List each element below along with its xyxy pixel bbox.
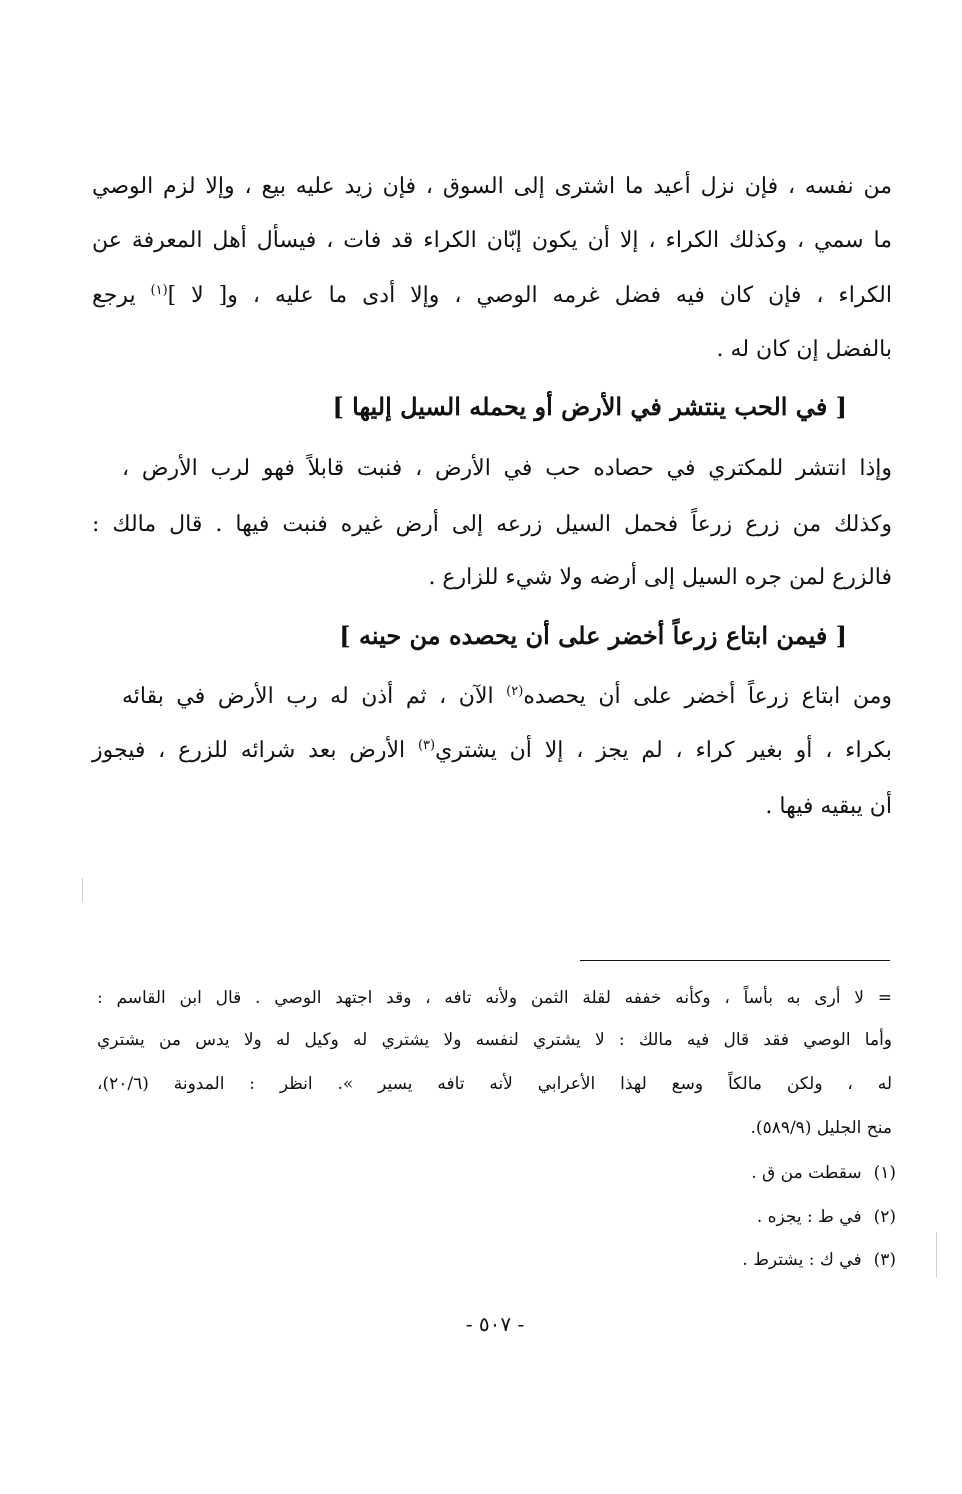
footnote-ref: (٢) [506, 684, 524, 699]
body-text: بكراء ، أو بغير كراء ، لم يجز ، إلا أن يشتري [435, 738, 892, 763]
body-line [92, 736, 892, 766]
section-heading: [ في الحب ينتشر في الأرض أو يحمله السيل إليها ] [332, 392, 847, 421]
page-number: - ٥٠٧ - [465, 1312, 525, 1336]
scan-mark [82, 878, 83, 902]
body-line: وإذا انتشر للمكتري في حصاده حب في الأرض ، فنبت قابلاً فهو لرب الأرض ، [122, 456, 892, 481]
footnote-number: (٢) [873, 1207, 896, 1227]
footnote-ref: (٣) [417, 738, 436, 753]
footnote-line: = لا أرى به بأساً ، وكأنه خففه لقلة الثمن ولأنه تافه ، وقد اجتهد الوصي . قال ابن القاسم : [97, 988, 892, 1008]
body-line: ما سمي ، وكذلك الكراء ، إلا أن يكون إبّان الكراء قد فات ، فيسأل أهل المعرفة عن [92, 228, 892, 253]
footnote-item [751, 1160, 896, 1186]
footnote-text: في ك : يشترط . [742, 1250, 862, 1270]
footnote-item [757, 1204, 896, 1230]
body-text: الكراء ، فإن كان فيه فضل غرمه الوصي ، وإلا أدى ما عليه ، و[ لا ] [167, 283, 892, 308]
body-text: ومن ابتاع زرعاً أخضر على أن يحصده [523, 684, 892, 709]
section-heading: [ فيمن ابتاع زرعاً أخضر على أن يحصده من حينه ] [339, 621, 847, 650]
body-line [92, 281, 892, 311]
body-text: الأرض بعد شرائه للزرع ، فيجوز [92, 738, 418, 763]
scan-mark [936, 1232, 937, 1278]
body-line: فالزرع لمن جره السيل إلى أرضه ولا شيء للزارع . [428, 565, 892, 590]
body-line [122, 682, 892, 712]
footnote-number: (١) [873, 1163, 896, 1183]
footnote-line: وأما الوصي فقد قال فيه مالك : لا يشتري لنفسه ولا يشتري له وكيل له ولا يدس من يشتري [97, 1030, 892, 1050]
footnote-text: سقطت من ق . [751, 1163, 862, 1183]
body-line: وكذلك من زرع زرعاً فحمل السيل زرعه إلى أرض غيره فنبت فيها . قال مالك : [92, 512, 892, 537]
footnote-number: (٣) [873, 1250, 896, 1270]
body-line: بالفضل إن كان له . [716, 337, 892, 362]
footnote-text: في ط : يجزه . [756, 1207, 862, 1227]
footnote-line: منح الجليل (٥٨٩/٩). [750, 1118, 892, 1138]
body-line: من نفسه ، فإن نزل أعيد ما اشترى إلى السوق ، فإن زيد عليه بيع ، وإلا لزم الوصي [92, 174, 892, 199]
body-text: الآن ، ثم أذن له رب الأرض في بقائه [122, 684, 507, 709]
body-text: يرجع [92, 283, 151, 308]
footnote-item [742, 1247, 896, 1273]
footnote-separator [580, 960, 890, 961]
body-line: أن يبقيه فيها . [765, 794, 892, 819]
footnote-ref: (١) [150, 283, 168, 298]
footnote-line: له ، ولكن مالكاً وسع لهذا الأعرابي لأنه تافه يسير ». انظر : المدونة (٢٠/٦)، [97, 1074, 892, 1094]
